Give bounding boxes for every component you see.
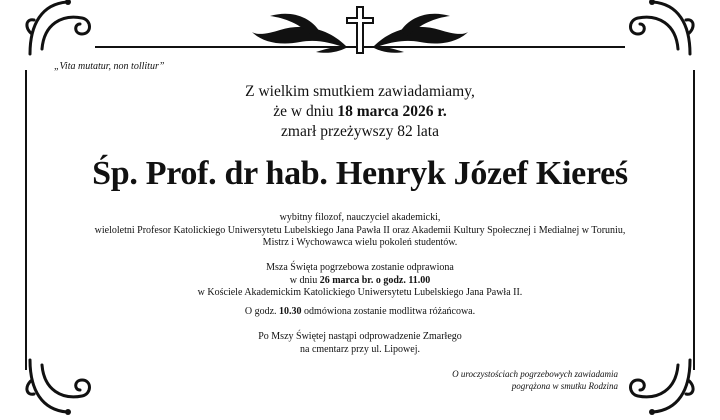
family-signature: [378, 368, 618, 392]
bio-line-3: Mistrz i Wychowawca wielu pokoleń studentów.: [262, 237, 458, 248]
rosary-suffix: odmówiona zostanie modlitwa różańcowa.: [301, 306, 476, 317]
burial-info: [0, 331, 720, 356]
intro-line-3: zmarł przeżywszy 82 lata: [281, 123, 439, 140]
announcement-intro: [0, 82, 720, 142]
burial-line-2: na cmentarz przy ul. Lipowej.: [300, 343, 420, 355]
bio-line-2: wieloletni Profesor Katolickiego Uniwersytetu Lubelskiego Jana Pawła II oraz Akademii Kultury Społecznej i Medialnej w Toruniu,: [94, 224, 626, 236]
mass-line-1: Msza Święta pogrzebowa zostanie odprawiona: [266, 262, 454, 273]
death-date: 18 marca 2026 r.: [337, 103, 447, 120]
intro-date-prefix: że w dniu: [273, 103, 338, 120]
intro-line-1: Z wielkim smutkiem zawiadamiamy,: [245, 83, 475, 100]
corner-flourish-icon: [22, 0, 112, 64]
rosary-info: [0, 306, 720, 319]
rosary-time: 10.30: [279, 306, 302, 317]
corner-flourish-icon: [22, 350, 112, 420]
mass-date-time: 26 marca br. o godz. 11.00: [319, 274, 431, 286]
family-line-1: O uroczystościach pogrzebowych zawiadamia: [452, 369, 618, 379]
intro-line-2: [0, 102, 720, 122]
bio-line-1: wybitny filozof, nauczyciel akademicki,: [279, 212, 441, 223]
funeral-mass-info: [0, 262, 720, 300]
biography: [0, 212, 720, 250]
motto: „Vita mutatur, non tollitur”: [54, 61, 165, 72]
mass-date-prefix: w dniu: [289, 274, 320, 286]
mass-line-2: [0, 275, 720, 288]
rosary-prefix: O godz.: [244, 306, 280, 317]
cross-ornament: [250, 2, 470, 60]
family-line-2: pogrążona w smutku Rodzina: [511, 381, 618, 391]
leaf-ornament-right-icon: [374, 14, 468, 53]
corner-flourish-icon: [608, 350, 698, 420]
mass-line-3: w Kościele Akademickim Katolickiego Uniwersytetu Lubelskiego Jana Pawła II.: [197, 287, 523, 298]
cross-icon: [346, 6, 374, 54]
corner-flourish-icon: [608, 0, 698, 64]
leaf-ornament-left-icon: [252, 14, 346, 53]
deceased-name: Śp. Prof. dr hab. Henryk Józef Kiereś: [92, 155, 628, 192]
burial-line-1: Po Mszy Świętej nastąpi odprowadzenie Zmarłego: [258, 331, 462, 342]
